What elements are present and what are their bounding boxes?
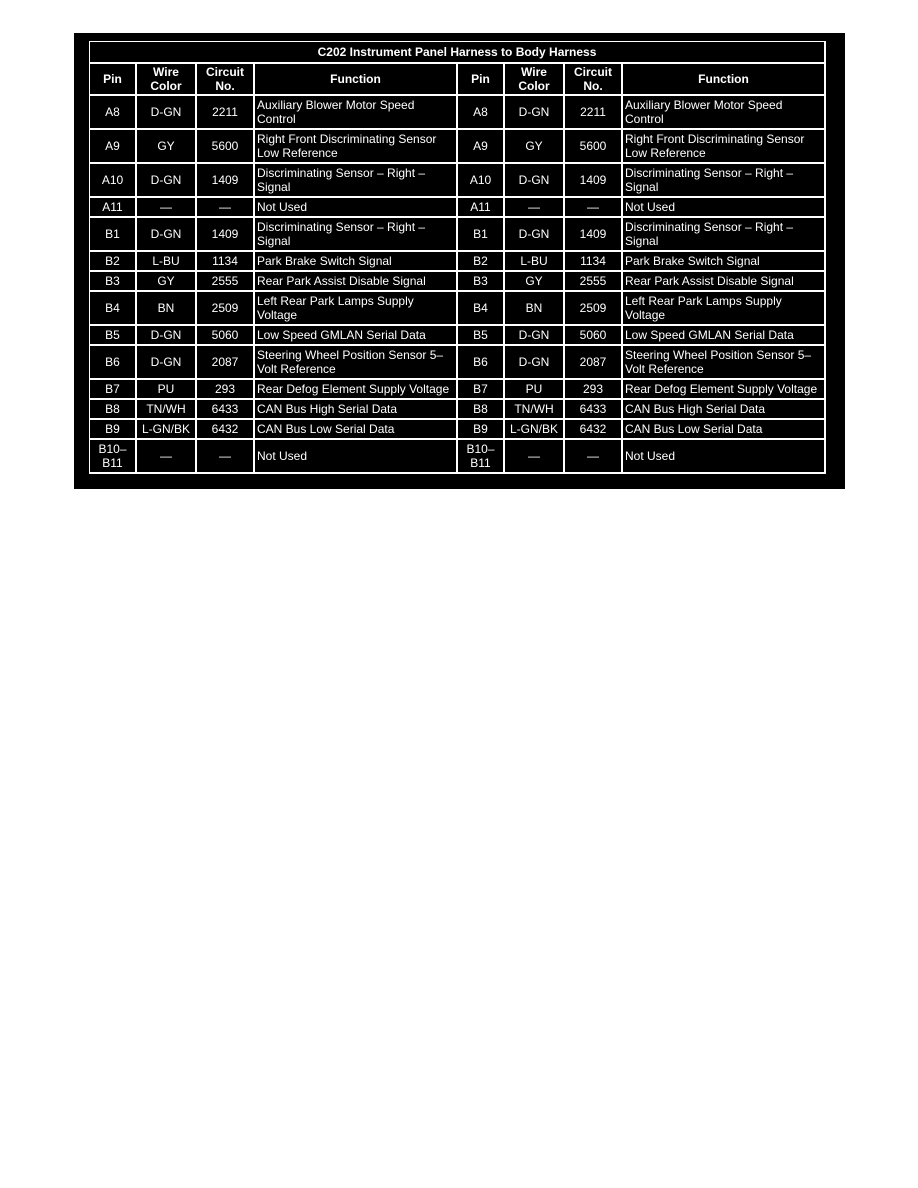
function-cell-left: Discriminating Sensor – Right – Signal (255, 218, 458, 252)
pin-cell-left: B5 (90, 326, 137, 346)
function-cell-right: Left Rear Park Lamps Supply Voltage (623, 292, 826, 326)
circuit-no-cell-left: 5600 (197, 130, 255, 164)
wire-color-cell-left: L-GN/BK (137, 420, 197, 440)
function-cell-left: Steering Wheel Position Sensor 5–Volt Reference (255, 346, 458, 380)
pin-cell-left: B8 (90, 400, 137, 420)
wire-color-cell-right: BN (505, 292, 565, 326)
table-row (90, 400, 826, 420)
header-circuit-no-left: Circuit No. (197, 64, 255, 96)
pin-cell-left: A11 (90, 198, 137, 218)
pin-cell-left: B4 (90, 292, 137, 326)
pin-cell-left: A8 (90, 96, 137, 130)
header-pin-right: Pin (458, 64, 505, 96)
circuit-no-cell-right: 1409 (565, 218, 623, 252)
function-cell-right: Not Used (623, 440, 826, 474)
circuit-no-cell-right: 1134 (565, 252, 623, 272)
table-row (90, 440, 826, 474)
header-function-right: Function (623, 64, 826, 96)
function-cell-right: Right Front Discriminating Sensor Low Reference (623, 130, 826, 164)
circuit-no-cell-right: 293 (565, 380, 623, 400)
pin-cell-right: B10–B11 (458, 440, 505, 474)
function-cell-left: Low Speed GMLAN Serial Data (255, 326, 458, 346)
function-cell-left: Left Rear Park Lamps Supply Voltage (255, 292, 458, 326)
function-cell-left: Not Used (255, 440, 458, 474)
header-pin-left: Pin (90, 64, 137, 96)
wire-color-cell-left: D-GN (137, 164, 197, 198)
table-body (90, 96, 826, 474)
function-cell-left: Park Brake Switch Signal (255, 252, 458, 272)
circuit-no-cell-right: — (565, 198, 623, 218)
circuit-no-cell-right: 2211 (565, 96, 623, 130)
wire-color-cell-right: — (505, 440, 565, 474)
function-cell-right: Not Used (623, 198, 826, 218)
function-cell-right: Rear Defog Element Supply Voltage (623, 380, 826, 400)
function-cell-left: Rear Park Assist Disable Signal (255, 272, 458, 292)
circuit-no-cell-left: 2211 (197, 96, 255, 130)
circuit-no-cell-left: 2087 (197, 346, 255, 380)
table-row (90, 346, 826, 380)
wire-color-cell-left: — (137, 198, 197, 218)
function-cell-left: Discriminating Sensor – Right – Signal (255, 164, 458, 198)
function-cell-right: Rear Park Assist Disable Signal (623, 272, 826, 292)
pin-cell-right: B5 (458, 326, 505, 346)
circuit-no-cell-left: — (197, 198, 255, 218)
circuit-no-cell-right: 2509 (565, 292, 623, 326)
function-cell-right: Low Speed GMLAN Serial Data (623, 326, 826, 346)
wire-color-cell-right: — (505, 198, 565, 218)
wire-color-cell-right: TN/WH (505, 400, 565, 420)
table-row (90, 272, 826, 292)
pin-cell-left: B10–B11 (90, 440, 137, 474)
function-cell-left: Not Used (255, 198, 458, 218)
circuit-no-cell-left: 1409 (197, 218, 255, 252)
wire-color-cell-left: GY (137, 272, 197, 292)
circuit-no-cell-right: 5600 (565, 130, 623, 164)
wire-color-cell-right: L-GN/BK (505, 420, 565, 440)
pin-cell-right: A8 (458, 96, 505, 130)
pin-cell-right: B7 (458, 380, 505, 400)
pin-cell-right: B1 (458, 218, 505, 252)
circuit-no-cell-right: 1409 (565, 164, 623, 198)
circuit-no-cell-left: — (197, 440, 255, 474)
wire-color-cell-left: BN (137, 292, 197, 326)
circuit-no-cell-left: 2555 (197, 272, 255, 292)
wire-color-cell-left: — (137, 440, 197, 474)
pin-cell-left: B9 (90, 420, 137, 440)
function-cell-left: Rear Defog Element Supply Voltage (255, 380, 458, 400)
pin-cell-left: B6 (90, 346, 137, 380)
wire-color-cell-right: GY (505, 272, 565, 292)
wire-color-cell-right: D-GN (505, 326, 565, 346)
circuit-no-cell-right: — (565, 440, 623, 474)
circuit-no-cell-right: 2087 (565, 346, 623, 380)
wire-color-cell-left: D-GN (137, 96, 197, 130)
wire-color-cell-right: D-GN (505, 218, 565, 252)
pin-cell-right: A9 (458, 130, 505, 164)
function-cell-right: Auxiliary Blower Motor Speed Control (623, 96, 826, 130)
header-wire-color-right: Wire Color (505, 64, 565, 96)
wire-color-cell-left: D-GN (137, 218, 197, 252)
circuit-no-cell-right: 5060 (565, 326, 623, 346)
pin-cell-right: B6 (458, 346, 505, 380)
function-cell-left: CAN Bus High Serial Data (255, 400, 458, 420)
circuit-no-cell-left: 6433 (197, 400, 255, 420)
wire-color-cell-right: GY (505, 130, 565, 164)
table-row (90, 96, 826, 130)
circuit-no-cell-left: 2509 (197, 292, 255, 326)
table-header-row (90, 64, 826, 96)
wire-color-cell-right: D-GN (505, 164, 565, 198)
wire-color-cell-right: PU (505, 380, 565, 400)
connector-table-frame (74, 33, 845, 489)
table-row (90, 164, 826, 198)
header-circuit-no-right: Circuit No. (565, 64, 623, 96)
function-cell-right: CAN Bus High Serial Data (623, 400, 826, 420)
wire-color-cell-right: D-GN (505, 96, 565, 130)
function-cell-right: Steering Wheel Position Sensor 5–Volt Reference (623, 346, 826, 380)
pin-cell-right: B4 (458, 292, 505, 326)
function-cell-right: Park Brake Switch Signal (623, 252, 826, 272)
pin-cell-right: B9 (458, 420, 505, 440)
table-row (90, 292, 826, 326)
function-cell-left: CAN Bus Low Serial Data (255, 420, 458, 440)
pin-cell-left: B7 (90, 380, 137, 400)
circuit-no-cell-left: 1409 (197, 164, 255, 198)
circuit-no-cell-left: 1134 (197, 252, 255, 272)
table-row (90, 130, 826, 164)
circuit-no-cell-left: 5060 (197, 326, 255, 346)
function-cell-left: Auxiliary Blower Motor Speed Control (255, 96, 458, 130)
table-row (90, 326, 826, 346)
pin-cell-left: B1 (90, 218, 137, 252)
function-cell-right: CAN Bus Low Serial Data (623, 420, 826, 440)
circuit-no-cell-right: 2555 (565, 272, 623, 292)
table-row (90, 218, 826, 252)
wire-color-cell-right: D-GN (505, 346, 565, 380)
table-row (90, 380, 826, 400)
wire-color-cell-left: D-GN (137, 326, 197, 346)
pin-cell-left: A9 (90, 130, 137, 164)
wire-color-cell-left: D-GN (137, 346, 197, 380)
pin-cell-right: A11 (458, 198, 505, 218)
table-row (90, 252, 826, 272)
wire-color-cell-left: GY (137, 130, 197, 164)
table-row (90, 198, 826, 218)
function-cell-left: Right Front Discriminating Sensor Low Reference (255, 130, 458, 164)
circuit-no-cell-right: 6433 (565, 400, 623, 420)
connector-pinout-table (89, 41, 826, 474)
circuit-no-cell-right: 6432 (565, 420, 623, 440)
pin-cell-left: B3 (90, 272, 137, 292)
pin-cell-right: A10 (458, 164, 505, 198)
pin-cell-left: B2 (90, 252, 137, 272)
function-cell-right: Discriminating Sensor – Right – Signal (623, 218, 826, 252)
wire-color-cell-left: PU (137, 380, 197, 400)
pin-cell-right: B2 (458, 252, 505, 272)
pin-cell-left: A10 (90, 164, 137, 198)
pin-cell-right: B3 (458, 272, 505, 292)
wire-color-cell-left: TN/WH (137, 400, 197, 420)
table-title: C202 Instrument Panel Harness to Body Harness (90, 42, 826, 64)
table-row (90, 420, 826, 440)
function-cell-right: Discriminating Sensor – Right – Signal (623, 164, 826, 198)
circuit-no-cell-left: 6432 (197, 420, 255, 440)
circuit-no-cell-left: 293 (197, 380, 255, 400)
header-wire-color-left: Wire Color (137, 64, 197, 96)
pin-cell-right: B8 (458, 400, 505, 420)
header-function-left: Function (255, 64, 458, 96)
wire-color-cell-right: L-BU (505, 252, 565, 272)
wire-color-cell-left: L-BU (137, 252, 197, 272)
